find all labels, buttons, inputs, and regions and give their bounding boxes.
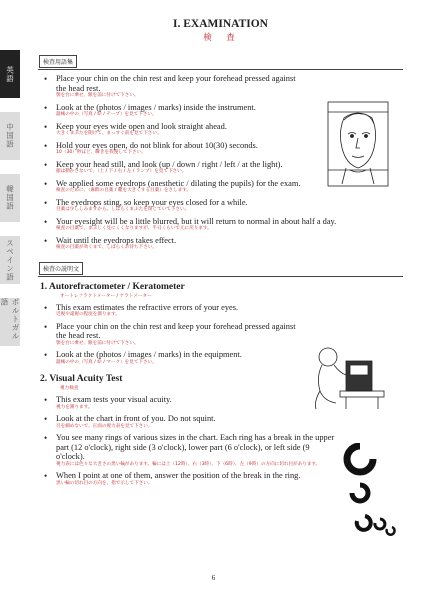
patient-face-illustration bbox=[322, 100, 394, 190]
list-item: • Place your chin on the chin rest and keep your forehead pressed against the head rest. 顎を台に乗せ、額を前に付けて下さい。 bbox=[38, 322, 303, 348]
tab-english[interactable]: 英語 bbox=[0, 50, 20, 98]
list-item: • You see many rings of various sizes in the chart. Each ring has a break in the upper part (12 o'clock), right side (3 o'clock), lower part (6 o'clock), or left side (9 o'clock). 視力表には色々な大きさの黒い輪があります。輪には上（12時）、右（3時）、下（6時）、左（9時）の方向に切れ目があります。 bbox=[38, 433, 338, 468]
list-item: • When I point at one of them, answer the position of the break in the ring. 黒い輪の切れ目の方向を、指で示して下さい。 bbox=[38, 471, 338, 487]
list-item: • Hold your eyes open, do not blink for about 10(30) seconds. 10（30）秒ほど、瞬きを我慢して下さい。 bbox=[38, 141, 303, 157]
list-item: • We applied some eyedrops (anesthetic / dilating the pupils) for the exam. 検査のために、（麻酔の目薬 / 瞳を大きくする目薬）をさします。 bbox=[38, 179, 401, 195]
list-item: • This exam estimates the refractive errors of your eyes. 近視や遠視の程度を測ります。 bbox=[38, 303, 303, 319]
list-item: • The eyedrops sting, so keep your eyes closed for a while. 目薬は少ししみますから、しばらくまぶたを閉じていて下さい。 bbox=[38, 198, 401, 214]
list-item: • Look at the (photos / images / marks) in the equipment. 器械の中の（写真 / 絵 / マーク）を見て下さい。 bbox=[38, 350, 303, 366]
autorefractometer-illustration bbox=[310, 343, 392, 411]
section-title: 1. Autorefractometer / Keratometer bbox=[40, 281, 185, 292]
section-subtitle: 視力検査 bbox=[60, 386, 79, 392]
tab-korean[interactable]: 韓国語 bbox=[0, 174, 20, 222]
tab-chinese[interactable]: 中国語 bbox=[0, 112, 20, 160]
page-title: I. EXAMINATION bbox=[173, 18, 268, 30]
list-item: • Keep your eyes wide open and look straight ahead. 大きくまぶたを開けて、まっすぐ前を見て下さい。 bbox=[38, 122, 303, 138]
page-content bbox=[38, 18, 403, 490]
list-item: • Keep your head still, and look (up / down / right / left / at the light). 顔は動かさないで、（上 / 下 / 右 / 左 / ランプ）を見て下さい。 bbox=[38, 160, 401, 176]
list-item: • Wait until the eyedrops takes effect. 検査の目薬が効くまで、しばらくお待ち下さい。 bbox=[38, 236, 401, 252]
phrase-list bbox=[38, 74, 337, 252]
page-title-jp: 検 査 bbox=[203, 33, 238, 43]
list-item: • Look at the chart in front of you. Do not squint. 目を細めないで、正面の視力表を見て下さい。 bbox=[38, 414, 338, 430]
section-1-list bbox=[38, 303, 303, 367]
list-item: • Look at the (photos / images / marks) inside the instrument. 器械の中の（写真 / 絵 / テープ）を見て下さい。 bbox=[38, 103, 303, 119]
list-item: • Place your chin on the chin rest and keep your forehead pressed against the head rest. 顎を台に乗せ、額を前に付けて下さい。 bbox=[38, 74, 303, 100]
section-2-list bbox=[38, 395, 338, 487]
tab-portuguese[interactable]: ポルトガル語 bbox=[0, 298, 20, 346]
list-item: • This exam tests your visual acuity. 視力を測ります。 bbox=[38, 395, 338, 411]
divider bbox=[38, 276, 403, 277]
page-number: 6 bbox=[211, 574, 216, 582]
divider bbox=[38, 69, 403, 70]
tab-spanish[interactable]: スペイン語 bbox=[0, 236, 20, 284]
section-subtitle: オートレフラクトメーター / ケラトメーター bbox=[60, 293, 152, 299]
list-item: • Your eyesight will be a little blurred, but it will return to normal in about half a day. 検査の目薬で、まぶしく見にくくなりますが、半日くらいで元に戻ります。 bbox=[38, 217, 401, 233]
phrases-label: 検査用語集 bbox=[39, 55, 77, 68]
explanation-label: 検査の説明文 bbox=[39, 262, 83, 275]
landolt-rings-illustration bbox=[340, 443, 400, 543]
section-title: 2. Visual Acuity Test bbox=[40, 374, 123, 385]
